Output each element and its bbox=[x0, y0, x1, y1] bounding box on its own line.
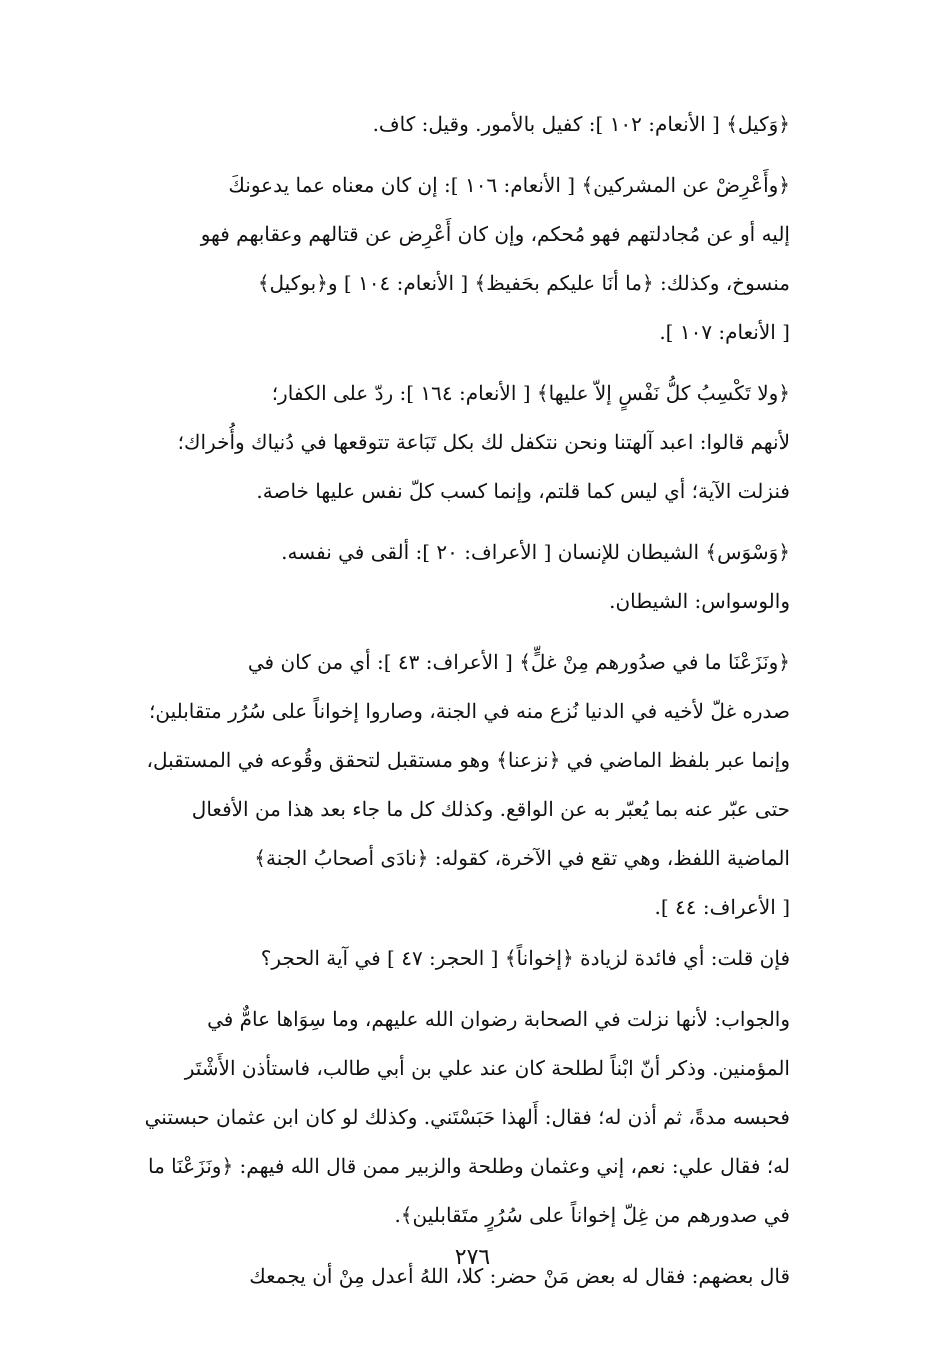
paragraph-closing: قال بعضهم: فقال له بعض مَنْ حضر: كلا، اللهُ أعدل مِنْ أن يجمعك bbox=[249, 1264, 790, 1288]
paragraph-aarid: ﴿وأَعْرِضْ عن المشركين﴾ [ الأنعام: ١٠٦ ]: إن كان معناه عما يدعونكَ إليه أو عن مُجادلتهم فهو مُحكم، وإن كان أَعْرِض عن قتالهم وعقابهم فهو منسوخ، وكذلك: ﴿ما أنَا عليكم بحَفيظ﴾ [ الأنعام: ١٠٤ ] و﴿بوكيل﴾ [ الأنعام: ١٠٧ ]. bbox=[200, 173, 790, 344]
paragraph-la-taksib: ﴿ولا تَكْسِبُ كلُّ نَفْسٍ إلاّ عليها﴾ [ الأنعام: ١٦٤ ]: ردّ على الكفار؛ لأنهم قالوا: اعبد آلهتنا ونحن نتكفل لك بكل تَبَاعة تتوقعها في دُنياك وأُخراك؛ فنزلت الآية؛ أي ليس كما قلتم، وإنما كسب كلّ نفس عليها خاصة. bbox=[177, 381, 790, 503]
paragraph-wakil: ﴿وَكيل﴾ [ الأنعام: ١٠٢ ]: كفيل بالأمور. وقيل: كاف. bbox=[372, 112, 790, 136]
paragraph-question: فإن قلت: أي فائدة لزيادة ﴿إخواناً﴾ [ الحجر: ٤٧ ] في آية الحجر؟ bbox=[260, 946, 790, 970]
paragraph-nazana: ﴿ونَزَعْنَا ما في صدُورهم مِنْ غلٍّ﴾ [ الأعراف: ٤٣ ]: أي من كان في صدره غلّ لأخيه في الدنيا نُزع منه في الجنة، وصاروا إخواناً على سُرُر متقابلين؛ وإنما عبر بلفظ الماضي في ﴿نزعنا﴾ وهو مستقبل لتحقق وقُوعه في المستقبل، حتى عبّر عنه بما يُعبّر به عن الواقع. وكذلك كل ما جاء بعد هذا من الأفعال الماضية اللفظ، وهي تقع في الآخرة، كقوله: ﴿نادَى أصحابُ الجنة﴾ [ الأعراف: ٤٤ ]. bbox=[146, 650, 790, 919]
paragraph-waswas: ﴿وَسْوَس﴾ الشيطان للإنسان [ الأعراف: ٢٠ ]: ألقى في نفسه. والوسواس: الشيطان. bbox=[281, 540, 790, 613]
paragraph-answer: والجواب: لأنها نزلت في الصحابة رضوان الله عليهم، وما سِوَاها عامٌّ في المؤمنين. وذكر أنّ ابْناً لطلحة كان عند علي بن أبي طالب، فاستأذن الأَشْتَر فحبسه مدةً، ثم أذن له؛ فقال: أَلهذا حَبَسْتَني. وكذلك لو كان ابن عثمان حبستني له؛ فقال علي: نعم، إني وعثمان وطلحة والزبير ممن قال الله فيهم: ﴿ونَزَعْنَا ما في صدورهم من غِلّ إخواناً على سُرُرٍ متَقابلين﴾. bbox=[144, 1007, 790, 1227]
page-body bbox=[118, 100, 790, 1301]
page-number: ٢٧٦ bbox=[454, 1245, 491, 1270]
